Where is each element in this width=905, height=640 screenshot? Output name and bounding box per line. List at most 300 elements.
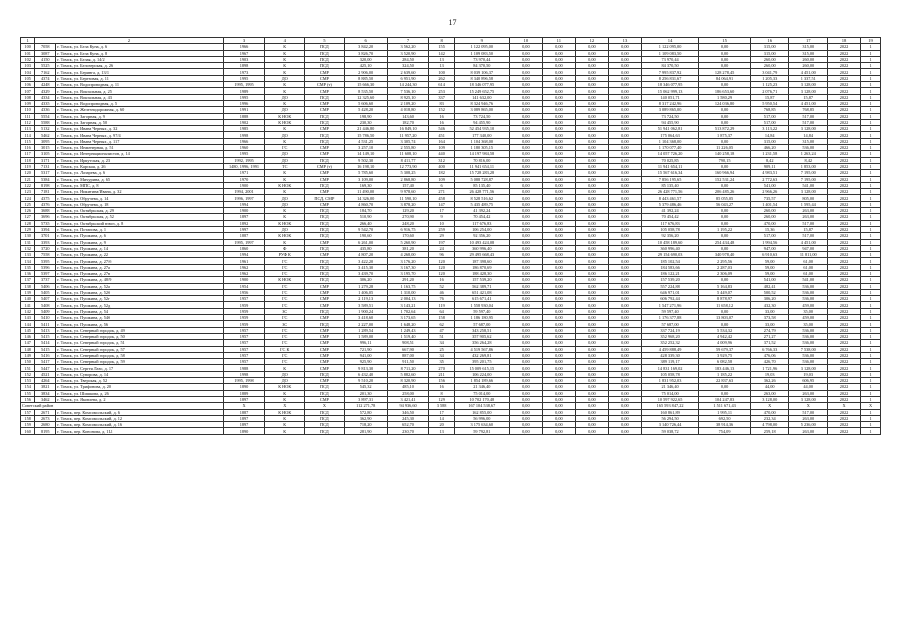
table-cell: 1995, 1997: [223, 239, 265, 245]
table-cell: 0,00: [699, 321, 751, 327]
table-cell: 11 658,12: [699, 302, 751, 308]
table-cell: 0,00: [509, 163, 542, 169]
table-cell: 260,00: [750, 208, 789, 214]
table-cell: 0,00: [608, 321, 641, 327]
table-cell: 0,00: [509, 409, 542, 415]
table-cell: 5 088 728,87: [454, 176, 509, 182]
table-cell: 1998: [223, 371, 265, 377]
table-cell: 4335: [35, 100, 56, 106]
table-cell: 947,00: [750, 245, 789, 251]
table-cell: ПСД: [305, 321, 345, 327]
table-cell: 128: [21, 220, 35, 226]
table-cell: 320,00: [344, 56, 387, 62]
table-cell: 148: [21, 346, 35, 352]
table-cell: 201,30: [344, 390, 387, 396]
table-cell: 4 983,51: [750, 170, 789, 176]
table-cell: 263,00: [789, 428, 828, 434]
table-cell: ГС: [265, 327, 305, 333]
table-cell: 15 567 616,34: [641, 170, 698, 176]
total-cell: 0,00: [575, 403, 608, 409]
table-cell: 1: [861, 315, 881, 321]
table-cell: 5735: [35, 220, 56, 226]
table-cell: 105 058,78: [641, 226, 698, 232]
table-cell: 14: [429, 415, 454, 421]
table-cell: 1897: [223, 422, 265, 428]
table-cell: ПСД: [305, 220, 345, 226]
table-cell: К НОК: [265, 384, 305, 390]
table-cell: 4 860,70: [344, 201, 387, 207]
table-cell: 184,70: [344, 208, 387, 214]
table-cell: 0,00: [542, 365, 575, 371]
table-cell: 7131: [35, 163, 56, 169]
table-cell: ДО: [265, 132, 305, 138]
table-cell: 0,00: [699, 390, 751, 396]
table-cell: 1890: [223, 384, 265, 390]
table-cell: г. Томск, ул. Пушкина, д. 27а: [56, 264, 223, 270]
column-number-cell: 17: [789, 38, 828, 44]
table-cell: 0,00: [509, 189, 542, 195]
table-cell: 0,00: [699, 233, 751, 239]
table-cell: 0,00: [608, 352, 641, 358]
table-cell: 0,00: [542, 107, 575, 113]
table-cell: 941,00: [344, 352, 387, 358]
table-cell: 0,00: [608, 201, 641, 207]
table-cell: 5 950,54: [750, 100, 789, 106]
table-cell: 0,00: [509, 245, 542, 251]
table-cell: 157 539,20: [641, 277, 698, 283]
table-cell: 887,00: [387, 352, 429, 358]
table-cell: 14 057 726,20: [641, 151, 698, 157]
table-cell: 0,00: [509, 396, 542, 402]
table-cell: 5417: [35, 359, 56, 365]
table-cell: 2022: [828, 214, 861, 220]
table-cell: 140: [21, 296, 35, 302]
table-cell: 206 485,26: [699, 189, 751, 195]
table-cell: 0,00: [575, 252, 608, 258]
table-cell: 0,00: [608, 264, 641, 270]
table-cell: 3701: [35, 233, 56, 239]
table-cell: ПСД: [305, 233, 345, 239]
table-cell: 0,00: [608, 302, 641, 308]
table-cell: 0,00: [509, 119, 542, 125]
table-cell: 143,60: [387, 113, 429, 119]
table-cell: 0,00: [575, 315, 608, 321]
total-cell: 0,00: [542, 403, 575, 409]
table-cell: ГС: [265, 258, 305, 264]
table-cell: 2022: [828, 44, 861, 50]
table-cell: 29: [429, 233, 454, 239]
table-cell: 5317: [35, 170, 56, 176]
table-cell: 0,00: [608, 415, 641, 421]
table-cell: 1: [861, 258, 881, 264]
table-cell: г. Томск, ул. Северный городок, д. 58: [56, 352, 223, 358]
table-cell: 188 428,30: [454, 270, 509, 276]
table-cell: 0,00: [608, 258, 641, 264]
table-cell: 7558: [35, 252, 56, 258]
table-cell: 158: [429, 315, 454, 321]
table-cell: 2022: [828, 409, 861, 415]
table-cell: 352 252,32: [641, 340, 698, 346]
table-cell: СМР: [305, 289, 345, 295]
table-cell: 2022: [828, 378, 861, 384]
table-cell: СМР: [305, 88, 345, 94]
total-cell: 3 588: [429, 403, 454, 409]
table-cell: 182,70: [387, 119, 429, 125]
table-cell: 615 671,41: [454, 296, 509, 302]
table-cell: 5413: [35, 327, 56, 333]
table-cell: ПСД: [305, 270, 345, 276]
table-cell: ПСД: [305, 208, 345, 214]
table-cell: 2022: [828, 340, 861, 346]
table-cell: 3171: [35, 157, 56, 163]
table-cell: 1956: [223, 289, 265, 295]
table-cell: 0,00: [699, 182, 751, 188]
table-cell: г. Томск, ул. Березовая, д. 11: [56, 75, 223, 81]
table-cell: 0,00: [575, 100, 608, 106]
table-cell: 120: [429, 264, 454, 270]
table-cell: 2 555,80: [387, 145, 429, 151]
table-cell: г. Томск, ул. Пушкина, д. 54: [56, 308, 223, 314]
table-cell: 2022: [828, 195, 861, 201]
table-cell: 395 201,75: [454, 359, 509, 365]
table-cell: 8 039 106,37: [454, 69, 509, 75]
table-cell: 2022: [828, 208, 861, 214]
table-cell: 263,00: [789, 415, 828, 421]
table-cell: 1 231,58: [750, 151, 789, 157]
table-cell: 1995: [223, 94, 265, 100]
table-cell: 0,00: [509, 220, 542, 226]
table-cell: ДО: [265, 94, 305, 100]
total-cell: X: [750, 403, 789, 409]
table-cell: 1: [861, 289, 881, 295]
table-cell: СМР: [305, 296, 345, 302]
table-cell: 1995: [223, 151, 265, 157]
table-cell: 0,00: [699, 82, 751, 88]
table-cell: 0,00: [699, 44, 751, 50]
table-cell: 2022: [828, 277, 861, 283]
table-cell: 0,00: [542, 119, 575, 125]
table-cell: г. Томск, ул. Пушкина, д. 56: [56, 321, 223, 327]
table-cell: 73 970,44: [454, 56, 509, 62]
table-cell: 1957: [223, 333, 265, 339]
table-cell: 1: [861, 50, 881, 56]
table-cell: г. Томск, ул. Потапова, д. 1: [56, 226, 223, 232]
table-cell: 3 140 726,44: [641, 422, 698, 428]
table-cell: 33,00: [750, 321, 789, 327]
table-cell: ЗС: [265, 308, 305, 314]
table-cell: 0,00: [608, 145, 641, 151]
table-cell: ДО: [265, 75, 305, 81]
table-cell: 16 198,10: [344, 163, 387, 169]
table-cell: 0,00: [542, 296, 575, 302]
table-cell: 614: [429, 82, 454, 88]
table-cell: 0,00: [542, 151, 575, 157]
table-cell: 1: [861, 390, 881, 396]
table-cell: 3 128,00: [750, 396, 789, 402]
table-cell: 0,00: [509, 138, 542, 144]
table-cell: 536,00: [789, 340, 828, 346]
table-cell: ДО: [265, 378, 305, 384]
table-cell: 0,00: [575, 119, 608, 125]
table-cell: 2022: [828, 170, 861, 176]
table-cell: 260,00: [789, 56, 828, 62]
table-cell: 0,00: [509, 157, 542, 163]
table-cell: 470,00: [750, 409, 789, 415]
table-cell: 57 687,00: [641, 321, 698, 327]
table-cell: 1 109 083,50: [641, 50, 698, 56]
table-cell: 70 454,42: [454, 214, 509, 220]
table-cell: 0,00: [575, 226, 608, 232]
table-cell: 2022: [828, 100, 861, 106]
table-cell: 3 173,65: [387, 315, 429, 321]
table-cell: 154: [21, 384, 35, 390]
table-cell: 1973: [223, 69, 265, 75]
table-cell: 3095: [35, 138, 56, 144]
table-cell: 1: [861, 415, 881, 421]
table-cell: 0,00: [542, 428, 575, 434]
table-cell: 485,10: [387, 384, 429, 390]
table-cell: СМР: [305, 69, 345, 75]
table-cell: 125: [21, 201, 35, 207]
table-cell: 10: [429, 220, 454, 226]
table-cell: 0,00: [608, 346, 641, 352]
table-cell: 129: [21, 226, 35, 232]
table-cell: 15,87: [789, 226, 828, 232]
table-cell: 8 256 831,67: [641, 75, 698, 81]
table-cell: 0,00: [542, 201, 575, 207]
table-cell: 263,00: [789, 214, 828, 220]
table-cell: 59 597,40: [641, 308, 698, 314]
total-cell: 94 936,60: [387, 403, 429, 409]
table-cell: 84 064,91: [699, 75, 751, 81]
table-cell: 2 906,00: [344, 69, 387, 75]
table-cell: 2673: [35, 415, 56, 421]
table-cell: 1994: [223, 201, 265, 207]
table-cell: ДО: [265, 107, 305, 113]
table-cell: 13: [429, 56, 454, 62]
table-cell: СМР: [305, 302, 345, 308]
table-cell: 21 346,40: [454, 384, 509, 390]
table-cell: 373,58: [750, 315, 789, 321]
table-cell: 1: [861, 151, 881, 157]
table-cell: 0,00: [575, 340, 608, 346]
table-cell: 64: [429, 308, 454, 314]
table-cell: 2 772,63: [750, 176, 789, 182]
table-cell: 41 392,24: [641, 208, 698, 214]
table-cell: 2 227,00: [344, 321, 387, 327]
table-cell: 6 951,90: [387, 75, 429, 81]
table-cell: 5415: [35, 346, 56, 352]
table-cell: 3696: [35, 214, 56, 220]
table-cell: г. Томск, ул. Пушкина, д. 22: [56, 252, 223, 258]
table-cell: 129: [429, 396, 454, 402]
table-cell: 1: [861, 145, 881, 151]
table-cell: 1887: [223, 233, 265, 239]
table-cell: ПСД: [305, 422, 345, 428]
table-cell: 46: [429, 289, 454, 295]
table-cell: 0,00: [509, 378, 542, 384]
table-cell: СМР: [305, 239, 345, 245]
table-cell: 7 195,00: [789, 170, 828, 176]
table-cell: 357 905,62: [454, 333, 509, 339]
table-cell: 8 925,10: [387, 94, 429, 100]
table-cell: 157,40: [387, 182, 429, 188]
table-cell: ДО: [265, 195, 305, 201]
table-cell: 0,00: [509, 321, 542, 327]
table-cell: 1: [861, 88, 881, 94]
table-cell: 0,00: [608, 220, 641, 226]
table-cell: 183 446,13: [699, 365, 751, 371]
table-cell: 0,00: [608, 252, 641, 258]
table-cell: 2022: [828, 327, 861, 333]
table-cell: 0,00: [542, 220, 575, 226]
table-cell: 0,00: [608, 100, 641, 106]
table-cell: 6 910,63: [750, 252, 789, 258]
table-cell: 1959: [223, 315, 265, 321]
table-cell: 1: [861, 302, 881, 308]
table-cell: 124: [21, 195, 35, 201]
table-cell: 155: [21, 390, 35, 396]
table-cell: 10 597 922,65: [641, 396, 698, 402]
table-cell: 12 773,90: [387, 163, 429, 169]
table-cell: 18 346 077,95: [641, 82, 698, 88]
table-cell: ПСД: [305, 157, 345, 163]
table-cell: 59,00: [750, 270, 789, 276]
table-cell: 11 811,00: [789, 252, 828, 258]
table-cell: 2022: [828, 94, 861, 100]
table-cell: 1480, 1996, 1991: [223, 163, 265, 169]
table-cell: 128 278,45: [699, 69, 751, 75]
table-cell: 16 849,10: [387, 126, 429, 132]
table-cell: 4 009,96: [699, 340, 751, 346]
table-cell: г. Томск, ул. Пушкина, д. 14: [56, 245, 223, 251]
table-cell: г. Томск, ул. Никитина/Ивана, д. 32: [56, 189, 223, 195]
table-cell: 0,00: [575, 321, 608, 327]
table-cell: г. Томск, пер. Комсомольский, д. 12: [56, 415, 223, 421]
table-cell: 9 978,60: [387, 189, 429, 195]
table-cell: 0,00: [699, 50, 751, 56]
housing-register-table: [20, 37, 881, 435]
table-cell: г. Томск, ул. Мичурина, д. 65: [56, 176, 223, 182]
table-cell: 160: [21, 428, 35, 434]
column-number-cell: 18: [828, 38, 861, 44]
table-cell: К: [265, 138, 305, 144]
total-cell: Х: [265, 403, 305, 409]
table-cell: 96: [429, 252, 454, 258]
table-cell: 790,15: [699, 157, 751, 163]
table-cell: 15 728 283,28: [454, 170, 509, 176]
table-cell: 73 970,44: [641, 56, 698, 62]
table-cell: 155: [429, 44, 454, 50]
table-cell: ПСД: [305, 50, 345, 56]
table-cell: 132: [21, 245, 35, 251]
table-cell: 1: [861, 352, 881, 358]
table-cell: 5415: [35, 333, 56, 339]
table-cell: 1: [861, 182, 881, 188]
table-cell: СМР: [305, 359, 345, 365]
table-cell: 8 340 896,58: [454, 75, 509, 81]
table-cell: 59 679,37: [699, 346, 751, 352]
table-cell: 0,00: [575, 333, 608, 339]
table-cell: ПСД: [305, 214, 345, 220]
table-cell: 3 175 634,60: [454, 422, 509, 428]
table-cell: ПСД: [305, 182, 345, 188]
table-cell: г. Томск, ул. Лазарева, д. 6: [56, 170, 223, 176]
table-cell: 1994: [223, 252, 265, 258]
table-cell: 346,50: [387, 409, 429, 415]
table-cell: 0,00: [608, 365, 641, 371]
table-cell: 1: [861, 214, 881, 220]
table-cell: 0,00: [699, 119, 751, 125]
table-cell: 1: [861, 359, 881, 365]
table-cell: 5411: [35, 321, 56, 327]
table-cell: 248,20: [387, 220, 429, 226]
table-cell: г. Томск, ул. Ивана Черных, д. 32: [56, 126, 223, 132]
table-cell: 5410: [35, 315, 56, 321]
table-cell: г. Томск, ул. Северный городок, д. 50: [56, 333, 223, 339]
table-cell: 9 502,30: [344, 157, 387, 163]
table-cell: 8 885,50: [344, 75, 387, 81]
table-cell: 0,00: [542, 378, 575, 384]
table-cell: 6 082,58: [699, 359, 751, 365]
table-cell: 253: [429, 88, 454, 94]
table-cell: 0,00: [699, 220, 751, 226]
table-cell: ГС: [265, 296, 305, 302]
table-cell: 131: [21, 239, 35, 245]
table-cell: 0,00: [608, 163, 641, 169]
table-cell: 12 325,60: [344, 94, 387, 100]
table-cell: 0,00: [509, 170, 542, 176]
table-cell: г. Томск, ул. Обручева, д. 14: [56, 195, 223, 201]
table-cell: 150: [21, 359, 35, 365]
table-cell: 83: [429, 100, 454, 106]
table-cell: 1860: [223, 245, 265, 251]
table-cell: 482,41: [750, 283, 789, 289]
table-cell: 136: [21, 270, 35, 276]
table-cell: 0,00: [509, 100, 542, 106]
table-cell: 3 128,00: [789, 82, 828, 88]
table-cell: 1 595,44: [789, 201, 828, 207]
table-cell: г. Томск, ул. МПС, д. 8: [56, 182, 223, 188]
table-cell: 100: [429, 69, 454, 75]
table-cell: 3 842,20: [344, 44, 387, 50]
table-cell: 84 370,50: [641, 63, 698, 69]
table-cell: 1: [861, 208, 881, 214]
table-cell: 315,00: [789, 44, 828, 50]
table-cell: 1 163,75: [387, 283, 429, 289]
table-cell: СМР (т): [305, 82, 345, 88]
table-cell: 35,00: [789, 308, 828, 314]
page-number: 17: [448, 18, 457, 27]
table-cell: 0,00: [575, 233, 608, 239]
table-cell: СМР: [305, 189, 345, 195]
table-cell: 197: [429, 239, 454, 245]
table-cell: 0,00: [509, 107, 542, 113]
table-cell: 3 415,30: [344, 264, 387, 270]
table-cell: 324,50: [387, 63, 429, 69]
table-cell: 510,90: [344, 214, 387, 220]
table-cell: 11 590,10: [387, 195, 429, 201]
table-cell: 26 428 771,56: [641, 189, 698, 195]
table-cell: ПСД: [305, 308, 345, 314]
table-cell: г. Томск, ул. Ивана Черных, д. 97/4: [56, 132, 223, 138]
table-cell: 254 434,48: [699, 239, 751, 245]
table-cell: К: [265, 88, 305, 94]
table-cell: 160 861,89: [641, 409, 698, 415]
table-cell: 0,00: [509, 428, 542, 434]
table-cell: 0,00: [575, 50, 608, 56]
table-cell: ПСД: [305, 415, 345, 421]
